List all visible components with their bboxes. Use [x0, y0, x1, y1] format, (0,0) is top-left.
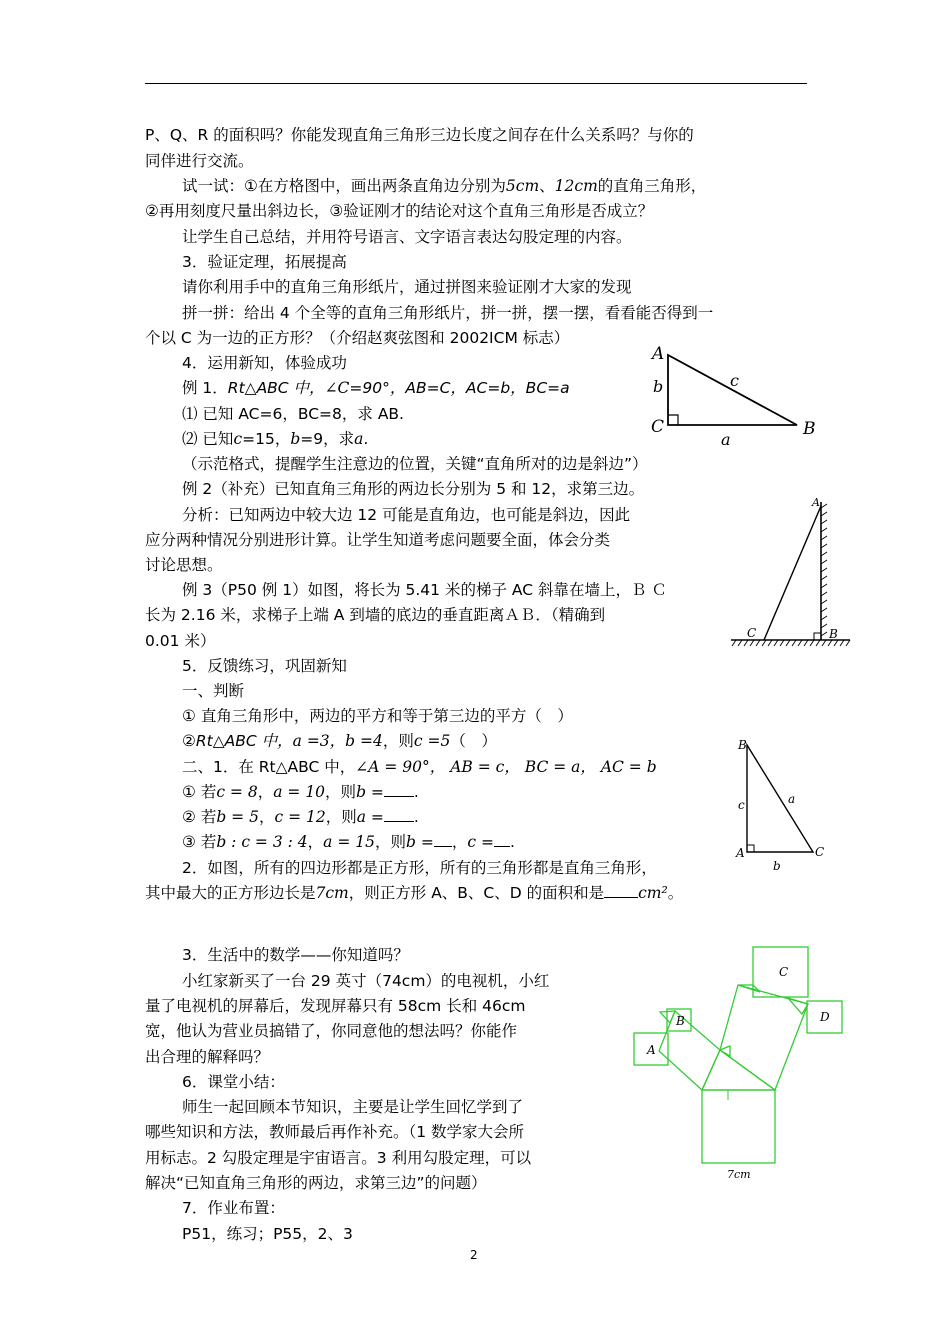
text-line [182, 175, 706, 197]
text-line: 拼一拼：给出 4 个全等的直角三角形纸片，拼一拼，摆一摆，看看能否得到一 [182, 304, 714, 322]
text-segment: . [413, 783, 419, 801]
text-line [182, 831, 515, 853]
answer-blank[interactable] [434, 832, 452, 847]
text-line: 出合理的解释吗？ [145, 1048, 270, 1066]
math-segment: 12cm [554, 177, 598, 195]
section-heading: 5．反馈练习，巩固新知 [182, 657, 347, 675]
header-rule [145, 83, 807, 84]
label-B: B [676, 1014, 685, 1028]
math-segment: 7cm [315, 884, 349, 902]
label-C: C [747, 626, 757, 640]
section-heading: 7．作业布置： [182, 1199, 285, 1217]
label-a: a [721, 430, 731, 449]
answer-blank[interactable] [384, 782, 414, 797]
text-line [182, 428, 368, 450]
label-A: A [736, 846, 745, 860]
text-segment: （ ） [450, 732, 497, 750]
math-segment: BC = a， [524, 758, 596, 776]
text-segment: ②Rt△ABC 中， [182, 732, 293, 750]
text-segment: ， [307, 833, 324, 851]
math-segment: b = 5 [216, 808, 259, 826]
math-segment: AC = b [600, 758, 657, 776]
text-segment: ① 若 [182, 783, 217, 801]
label-A: A [647, 1043, 656, 1057]
text-segment: ，则正方形 A、B、C、D 的面积和是 [348, 884, 605, 902]
math-segment: b : c = 3 : 4 [216, 833, 308, 851]
text-segment: = [415, 833, 434, 851]
text-line [145, 882, 683, 904]
text-segment: Rt△ABC 中， [227, 379, 325, 397]
text-line: 2．如图，所有的四边形都是正方形，所有的三角形都是直角三角形， [182, 859, 657, 877]
text-segment: . [413, 808, 419, 826]
label-A: A [652, 344, 665, 364]
text-line: 请你利用手中的直角三角形纸片，通过拼图来验证刚才大家的发现 [182, 278, 632, 296]
math-segment: cm² [638, 884, 668, 902]
text-line: 量了电视机的屏幕后，发现屏幕只有 58cm 长和 46cm [145, 997, 526, 1015]
math-segment: c [233, 430, 243, 448]
text-segment: = [366, 783, 384, 801]
text-segment: 的直角三角形， [597, 177, 707, 195]
text-line: ②再用刻度尺量出斜边长，③验证刚才的结论对这个直角三角形是否成立？ [145, 202, 654, 220]
text-line [182, 781, 419, 803]
answer-blank[interactable] [384, 807, 414, 822]
text-segment: =9，求 [300, 430, 355, 448]
math-segment: ∠A = 90°， [355, 758, 446, 776]
text-line: （示范格式，提醒学生注意边的位置，关键“直角所对的边是斜边”） [182, 455, 648, 473]
text-segment: ② 若 [182, 808, 217, 826]
text-line: P、Q、R 的面积吗？你能发现直角三角形三边长度之间存在什么关系吗？与你的 [145, 126, 694, 144]
triangle-figure-exercise [735, 735, 830, 875]
math-segment: a [356, 808, 366, 826]
page-number: 2 [470, 1248, 478, 1262]
label-c: c [738, 798, 745, 812]
text-segment: = [365, 808, 384, 826]
text-segment: ， [257, 783, 274, 801]
label-D: D [820, 1010, 830, 1024]
text-line: 0.01 米） [145, 632, 216, 650]
label-B: B [738, 738, 747, 752]
text-segment: 。 [667, 884, 684, 902]
label-a: a [788, 792, 796, 806]
text-line: P51，练习；P55，2、3 [182, 1225, 353, 1243]
text-segment: =15， [242, 430, 291, 448]
label-b: b [773, 859, 781, 873]
math-segment: a =3，b =4 [292, 732, 383, 750]
text-line: 解决“已知直角三角形的两边，求第三边”的问题） [145, 1174, 487, 1192]
math-segment: c = 12 [274, 808, 326, 826]
text-segment: 例 1． [182, 379, 228, 397]
section-heading: 4．运用新知，体验成功 [182, 354, 347, 372]
text-segment: ，则 [325, 783, 357, 801]
text-line: 一、判断 [182, 682, 245, 700]
text-line: 哪些知识和方法，教师最后再作补充。（1 数学家大会所 [145, 1123, 525, 1141]
math-segment: a = 15 [323, 833, 375, 851]
text-line: 长为 2.16 米，求梯子上端 A 到墙的底边的垂直距离ＡＢ．（精确到 [145, 606, 606, 624]
text-line [182, 377, 570, 399]
text-segment: . [509, 833, 515, 851]
text-segment: . [363, 430, 369, 448]
section-heading: 3．验证定理，拓展提高 [182, 253, 347, 271]
text-line: ⑴ 已知 AC=6，BC=8，求 AB. [182, 405, 404, 423]
label-C: C [815, 845, 825, 859]
math-segment: c =5 [413, 732, 451, 750]
math-segment: ∠C [324, 379, 350, 397]
label-B: B [803, 419, 816, 439]
answer-blank[interactable] [604, 883, 638, 898]
math-segment: 5cm [505, 177, 540, 195]
text-line: 个以 C 为一边的正方形？（介绍赵爽弦图和 2002ICM 标志） [145, 329, 570, 347]
math-segment: a [354, 430, 364, 448]
math-segment: b [356, 783, 366, 801]
text-segment: ， [258, 808, 275, 826]
math-segment: AB = c， [450, 758, 520, 776]
section-heading: 3．生活中的数学——你知道吗？ [182, 946, 409, 964]
text-line [182, 756, 657, 778]
math-segment: c [467, 833, 477, 851]
label-A: A [812, 496, 820, 509]
text-segment: 其中最大的正方形边长是 [145, 884, 316, 902]
math-segment: c = 8 [216, 783, 258, 801]
math-segment: a = 10 [273, 783, 326, 801]
label-c: c [730, 371, 739, 390]
text-segment: 二、1．在 Rt△ABC 中， [182, 758, 356, 776]
ladder-figure [728, 492, 858, 657]
text-segment: ， [451, 833, 468, 851]
text-segment: ，则 [382, 732, 414, 750]
label-b: b [653, 377, 664, 396]
text-line: 讨论思想。 [145, 556, 223, 574]
text-line: 用标志。2 勾股定理是宇宙语言。3 利用勾股定理，可以 [145, 1149, 532, 1167]
text-line: ① 直角三角形中，两边的平方和等于第三边的平方（ ） [182, 707, 573, 725]
text-segment: ，则 [374, 833, 406, 851]
text-segment: ⑵ 已知 [182, 430, 234, 448]
math-segment: b [406, 833, 416, 851]
math-segment: b [290, 430, 301, 448]
label-side-7cm: 7cm [727, 1168, 751, 1181]
text-line: 分析：已知两边中较大边 12 可能是直角边，也可能是斜边，因此 [182, 506, 631, 524]
text-line: 例 2（补充）已知直角三角形的两边长分别为 5 和 12，求第三边。 [182, 480, 645, 498]
text-segment: 试一试：①在方格图中，画出两条直角边分别为 [182, 177, 506, 195]
section-heading: 6．课堂小结： [182, 1073, 285, 1091]
triangle-figure-example1 [640, 340, 830, 455]
text-line: 例 3（P50 例 1）如图，将长为 5.41 米的梯子 AC 斜靠在墙上，Ｂ Ｃ [182, 581, 667, 599]
answer-blank[interactable] [494, 832, 510, 847]
text-segment: = [476, 833, 494, 851]
squares-figure [630, 940, 850, 1190]
text-line: 同伴进行交流。 [145, 152, 254, 170]
text-line: 小红家新买了一台 29 英寸（74cm）的电视机，小红 [182, 972, 550, 990]
text-line [182, 730, 497, 752]
text-line: 宽，他认为营业员搞错了，你同意他的想法吗？你能作 [145, 1022, 518, 1040]
text-line: 应分两种情况分别进形计算。让学生知道考虑问题要全面，体会分类 [145, 531, 611, 549]
text-line [182, 806, 419, 828]
text-segment: 、 [539, 177, 555, 195]
text-segment: ，则 [325, 808, 357, 826]
text-line: 让学生自己总结，并用符号语言、文字语言表达勾股定理的内容。 [182, 228, 632, 246]
label-C: C [651, 417, 665, 437]
text-segment: =90°，AB=C，AC=b，BC=a [349, 379, 570, 397]
label-C: C [779, 965, 789, 979]
label-B: B [829, 627, 838, 641]
text-line: 师生一起回顾本节知识，主要是让学生回忆学到了 [182, 1098, 524, 1116]
text-segment: ③ 若 [182, 833, 217, 851]
